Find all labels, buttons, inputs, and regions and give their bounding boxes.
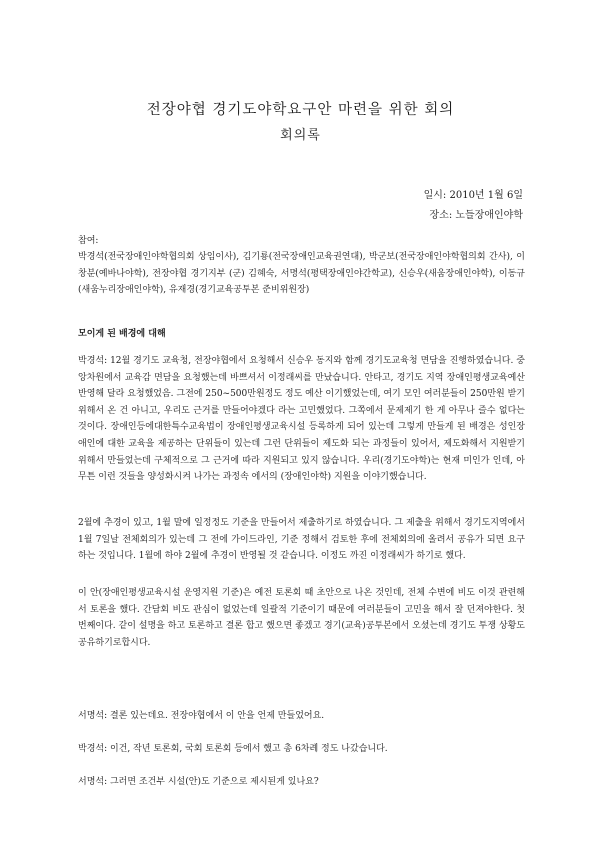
paragraph: 서명석: 그러면 조건부 시설(안)도 기준으로 제시된게 있나요?	[78, 777, 319, 787]
attendees-list: 박경석(전국장애인야학협의회 상임이사), 김기룡(전국장애인교육권연대), 박군보(전국장애인야학협의회 간사), 이창분(예바나야학), 전장야협 경기지부 (군) 김혜숙, 서명석(평택장애인야간학교), 신승우(새움장애인야학), 이동규(새움누리장애인야학), 유재경(경기교육공투본 준비위원장)	[78, 252, 525, 296]
paragraph: 박경석: 이건, 작년 토론회, 국회 토론회 등에서 했고 총 6차례 정도 나갔습니다.	[78, 744, 388, 754]
attendees-label: 참여:	[78, 236, 99, 246]
document-subtitle: 회의록	[280, 128, 321, 143]
meeting-place: 장소: 노들장애인야학	[429, 210, 523, 221]
paragraph: 이 안(장애인평생교육시설 운영지원 기준)은 예전 토론회 때 초안으로 나온 것인데, 전체 수변에 비도 이것 관련해서 토론을 했다. 간담회 비도 관심이 없었는데 일괄적 기준이기 때문에 여러분들이 고민을 해서 잘 던져야한다. 첫 번째이다. 같이 설명을 하고 토론하고 결론 합고 했으면 좋겠고 경기(교육)공투본에서 오셨는데 경기도 투쟁 상황도 공유하기로합시다.	[78, 588, 526, 648]
document-title: 전장야협 경기도야학요구안 마련을 위한 회의	[146, 102, 455, 118]
section-heading: 모이게 된 배경에 대해	[78, 329, 166, 339]
paragraph: 서명석: 결론 있는데요. 전장야협에서 이 안을 언제 만들었어요.	[78, 711, 325, 721]
paragraph: 2월에 추경이 있고, 1월 말에 일정정도 기준을 만들어서 제출하기로 하였습니다. 그 제출을 위해서 경기도지역에서 1월 7일날 전체회의가 있는데 그 전에 가이드라인, 기준 정해서 검토한 후에 전체회의에 올려서 공유가 되면 요구하는 것입니다. 1월에 하야 2월에 추경이 반영될 것 같습니다. 이정도 까진 이정래씨가 하기로 했다.	[78, 518, 525, 562]
paragraph: 박경석: 12월 경기도 교육청, 전장야협에서 요청해서 신승우 동지와 함께 경기도교육청 면담을 진행하였습니다. 중앙차원에서 교육감 면담을 요청했는데 바쁘셔서 이정래씨를 만났습니다. 안타고, 경기도 지역 장애인평생교육예산 반영해 달라 요청했었음. 그전에 250~500만원정도 정도 예산 이기했었는데, 여기 모인 여러분들이 250만원 받기 위해서 온 건 아니고, 우리도 근거를 만들어야겠다 라는 고민했었다. 그쪽에서 문제제기 한 게 아무나 즐수 없다는 것이다. 장애인등에대한특수교육법이 장애인평생교육시설 등록하게 되어 있는데 그렇게 만들게 된 배경은 성인장애인에 대한 교육을 제공하는 단위들이 있는데 그런 단위들이 제도화 되는 과정들이 있어서, 제도화해서 지원받기 위해서 만들었는데 구체적으로 그 근거에 따라 지원되고 있지 않습니다. 우리(경기도야학)는 현재 미인가 인데, 아무튼 이런 것들을 양성화시켜 나가는 과정속 에서의 (장애인야학) 지원을 이야기했습니다.	[78, 356, 525, 483]
meeting-date: 일시: 2010년 1월 6일	[423, 190, 523, 201]
